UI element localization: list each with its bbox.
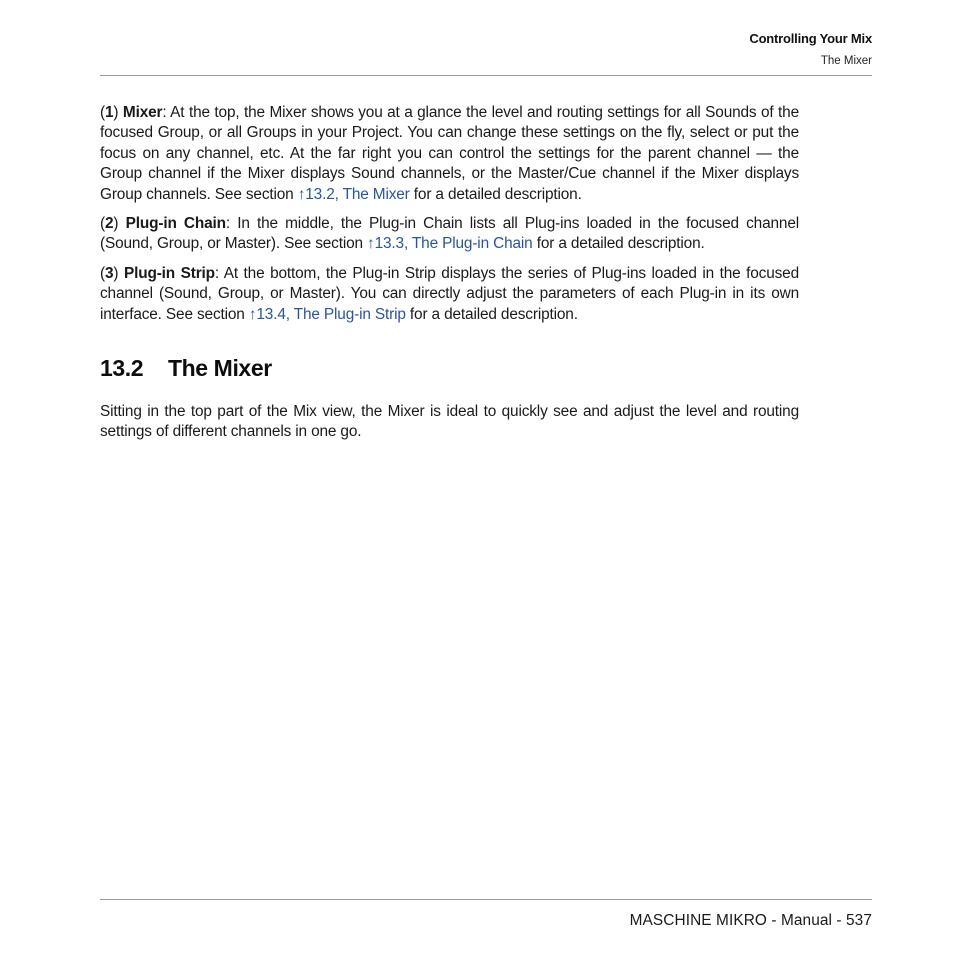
item-number: 2 [104,215,114,233]
section-heading [100,355,799,382]
paragraph-text: : At the bottom, the Plug-in Strip displays the series of Plug-ins loaded in the focused channel (Sound, Group, or Master). You can directly adjust the parameters of each Plug-in in its own interface. See section [100,264,799,323]
running-header-section: The Mixer [820,55,872,67]
footer-rule [100,899,872,900]
paragraph-text: : In the middle, the Plug-in Chain lists all Plug-ins loaded in the focused channel (Sound, Group, or Master). See section [100,215,799,253]
running-header-chapter: Controlling Your Mix [749,31,872,46]
link-section-13-3[interactable]: ↑13.3, The Plug-in Chain [367,235,533,253]
page-body [100,103,799,452]
item-term: Mixer [122,104,163,121]
item-term: Plug-in Strip [123,264,215,282]
item-number: 1 [104,104,114,121]
link-section-13-4[interactable]: ↑13.4, The Plug-in Strip [248,305,406,323]
paragraph-mixer: (1) Mixer: At the top, the Mixer shows you at a glance the level and routing settings for all Sounds of the focused Group, or all Groups in your Project. You can change these settings on the fly, select or put the focus on any channel, etc. At the far right you can control the settings for the parent channel — the Group channel if the Mixer displays Sound channels, or the Master/Cue channel if the Mixer displays Group channels. See section ↑13.2, The Mixer for a detailed description. [100,104,799,203]
section-number: 13.2 [100,355,144,382]
section-title: The Mixer [168,355,272,382]
page-footer: MASCHINE MIKRO - Manual - 537 [629,912,872,929]
paragraph-text: : At the top, the Mixer shows you at a glance the level and routing settings for all Sounds of the focused Group, or all Groups in your Project. You can change these settings on the fly, select or put the focus on any channel, etc. At the far right you can control the settings for the parent channel — the Group channel if the Mixer displays Sound channels, or the Master/Cue channel if the Mixer displays Group channels. See section [100,104,799,203]
paragraph-plugin-chain: (2) Plug-in Chain: In the middle, the Plug-in Chain lists all Plug-ins loaded in the focused channel (Sound, Group, or Master). See section ↑13.3, The Plug-in Chain for a detailed description. [100,215,799,253]
paragraph-section-intro: Sitting in the top part of the Mix view, the Mixer is ideal to quickly see and adjust the level and routing settings of different channels in one go. [100,403,799,441]
paragraph-plugin-strip: (3) Plug-in Strip: At the bottom, the Plug-in Strip displays the series of Plug-ins loaded in the focused channel (Sound, Group, or Master). You can directly adjust the parameters of each Plug-in in its own interface. See section ↑13.4, The Plug-in Strip for a detailed description. [100,264,799,323]
link-section-13-2[interactable]: ↑13.2, The Mixer [297,185,410,203]
item-term: Plug-in Chain [125,215,226,233]
header-rule [100,75,872,76]
paragraph-text: for a detailed description. [409,185,582,203]
item-number: 3 [104,264,114,282]
paragraph-text: for a detailed description. [405,305,578,323]
paragraph-text: for a detailed description. [532,235,705,253]
